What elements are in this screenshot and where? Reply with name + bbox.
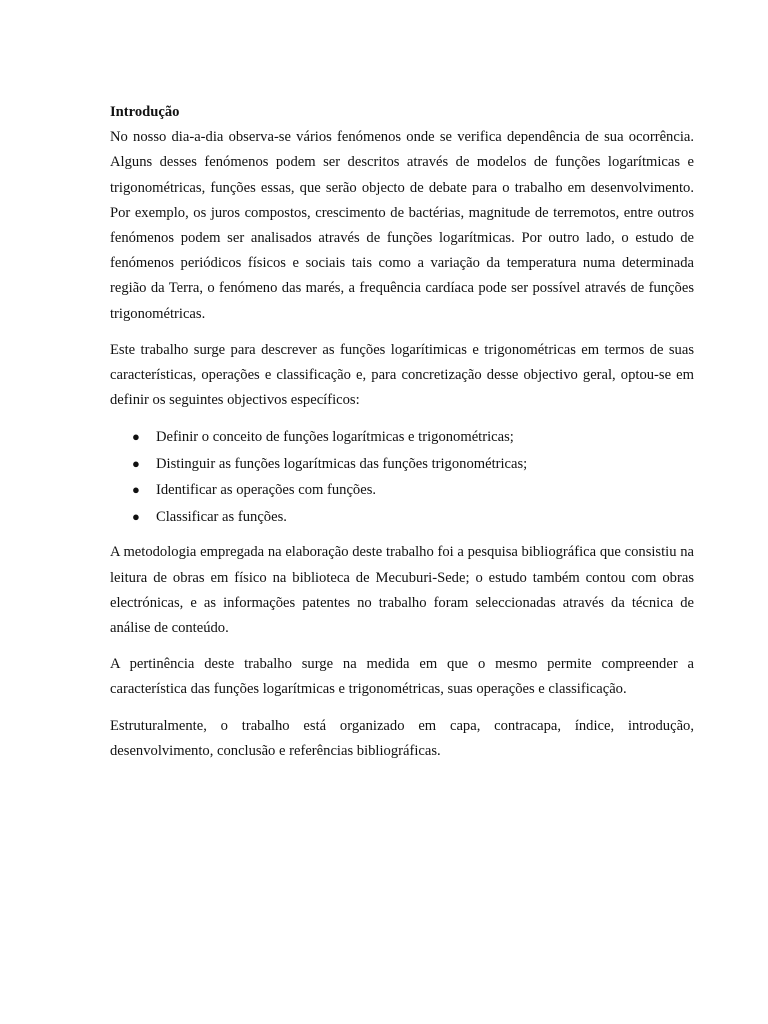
list-item [110,477,694,504]
list-item-text: Identificar as operações com funções. [156,482,377,499]
list-item [110,504,694,531]
paragraph-methodology: A metodologia empregada na elaboração deste trabalho foi a pesquisa bibliográfica que consistiu na leitura de obras em físico na biblioteca de Mecuburi-Sede; o estudo também contou com obras electrónicas, e as informações patentes no trabalho foram seleccionadas através da técnica de análise de conteúdo. [110,544,694,637]
paragraph-context: No nosso dia-a-dia observa-se vários fenómenos onde se verifica dependência de sua ocorrência. Alguns desses fenómenos podem ser descritos através de modelos de funções logarítmicas e trigonométricas, funções essas, que serão objecto de debate para o trabalho em desenvolvimento. Por exemplo, os juros compostos, crescimento de bactérias, magnitude de terremotos, entre outros fenómenos podem ser analisados através de funções logarítmicas. Por outro lado, o estudo de fenómenos periódicos físicos e sociais tais como a variação da temperatura numa determinada região da Terra, o fenómeno das marés, a frequência cardíaca pode ser possível através de funções trigonométricas. [110,129,694,322]
list-item-text: Definir o conceito de funções logarítmicas e trigonométricas; [156,429,514,446]
bullet-icon: ● [132,508,140,524]
paragraph-relevance: A pertinência deste trabalho surge na medida em que o mesmo permite compreender a característica das funções logarítmicas e trigonométricas, suas operações e classificação. [110,656,694,698]
bullet-icon: ● [132,482,140,498]
list-item [110,451,694,478]
section-heading: Introdução [110,104,180,120]
paragraph-purpose: Este trabalho surge para descrever as funções logarítimicas e trigonométricas em termos de suas características, operações e classificação e, para concretização desse objectivo geral, optou-se em definir os seguintes objectivos específicos: [110,341,694,409]
list-item-text: Classificar as funções. [156,508,287,525]
paragraph-structure: Estruturalmente, o trabalho está organizado em capa, contracapa, índice, introdução, desenvolvimento, conclusão e referências bibliográficas. [110,717,694,759]
list-item [110,424,694,451]
bullet-icon: ● [132,455,140,471]
list-item-text: Distinguir as funções logarítmicas das funções trigonométricas; [156,455,528,472]
bullet-icon: ● [132,429,140,445]
objectives-list [110,424,694,530]
document-body [110,100,694,775]
